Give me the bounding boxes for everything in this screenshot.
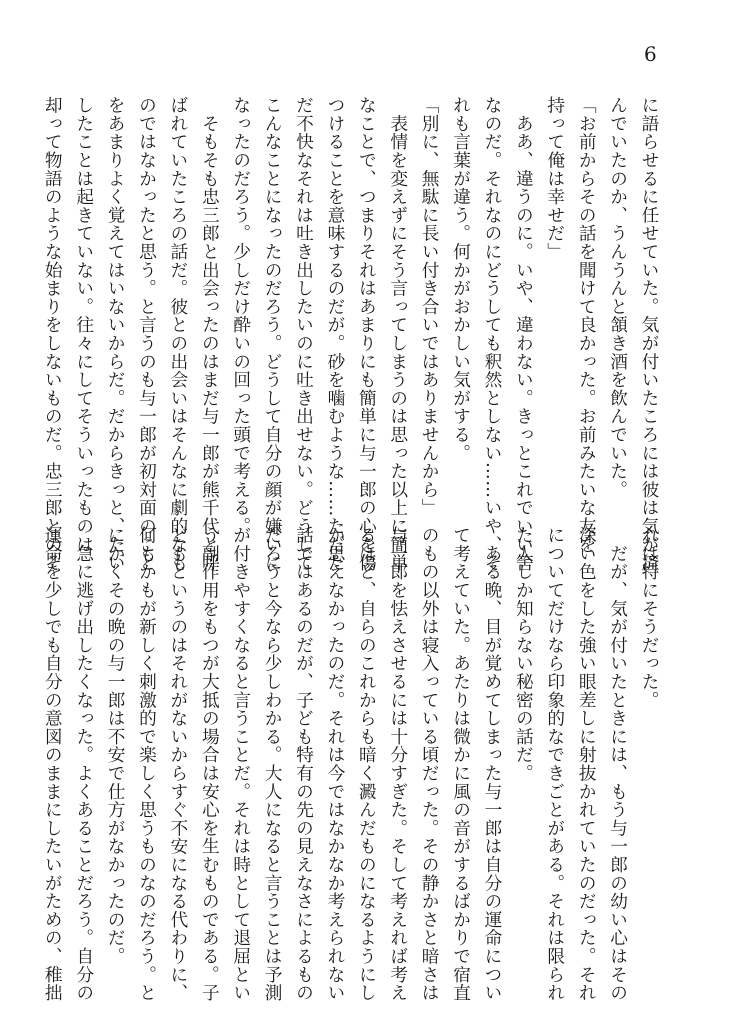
- text-line: 与一郎を怯えさせるには十分すぎた。そして考えれば考え: [387, 526, 408, 1002]
- text-line: れは特にそうだった。: [639, 526, 659, 709]
- text-line: のもの以外は寝入っている頃だった。その静かさと暗さは: [419, 526, 440, 1002]
- text-line: に語らせるに任せていた。気が付いたころには彼は気が済: [639, 96, 659, 572]
- text-line: だ不快なそれは吐き出したいのに吐き出せない。どうして: [293, 96, 314, 572]
- text-line: んでいたのか、うんうんと頷き酒を飲んでいた。: [607, 96, 628, 499]
- text-line: をあまりよく覚えてはいないからだ。だからきっと、たい: [105, 96, 126, 572]
- text-line: 話ではあるのだが、子ども特有の先の見えなさによるもの: [293, 526, 314, 1002]
- text-line: のではなかったと思う。と言うのも与一郎が初対面のこと: [136, 96, 157, 572]
- text-line: ある晩、目が覚めてしまった与一郎は自分の運命につい: [481, 526, 502, 1002]
- text-line: 却って物語のような始まりをしないものだ。忠三郎とのそ: [42, 96, 63, 572]
- text-line: なのだ。それなのにどうしても釈然としない……いや、そ: [481, 96, 502, 572]
- text-line: か思えなかったのだ。それは今ではなかなか考えられない: [324, 526, 345, 1002]
- text-line: こんなことになったのだろう。どうして自分の顔が嫌いに: [262, 96, 283, 572]
- text-line: 運命を少しでも自分の意図のままにしたいがための、稚拙: [42, 526, 63, 1002]
- text-line: た人しか知らない秘密の話だ。: [513, 526, 534, 783]
- text-line: て考えていた。あたりは微かに風の音がするばかりで宿直: [450, 526, 471, 1002]
- text-line: 「別に、無駄に長い付き合いではありませんから」: [419, 96, 440, 517]
- page-number: 6: [644, 42, 657, 66]
- text-line: にかくその晩の与一郎は不安で仕方がなかったのだ。: [105, 526, 126, 966]
- text-line: なったのだろう。少しだけ酔いの回った頭で考える。: [230, 96, 251, 536]
- text-line: だろうと今なら少しわかる。大人になると言うことは予測: [262, 526, 283, 1002]
- text-line: したことは起きていない。往々にしてそういったものは: [73, 96, 94, 554]
- text-line: 何もかもが新しく刺激的で楽しく思うものなのだろう。と: [136, 526, 157, 1002]
- text-line: 深い色をした強い眼差しに射抜かれていたのだった。それ: [576, 526, 597, 1002]
- text-line: だが、気が付いたときには、もう与一郎の幼い心はその: [607, 526, 628, 1002]
- lower-text-block: [42, 526, 664, 1002]
- text-line: が付きやすくなると言うことだ。それは時として退屈とい: [230, 526, 251, 1002]
- text-line: 「お前からその話を聞けて良かった。お前みたいな友を: [576, 96, 597, 554]
- upper-text-block: [42, 96, 664, 572]
- text-line: どもというのはそれがないからすぐ不安になる代わりに、: [167, 526, 188, 1002]
- text-line: 表情を変えずにそう言ってしまうのは思った以上に簡単: [387, 96, 408, 572]
- text-line: そもそも忠三郎と出会ったのはまだ与一郎が熊千代と呼: [199, 96, 220, 572]
- text-line: 急に逃げ出したくなった。よくあることだろう。自分の: [73, 526, 94, 1002]
- text-line: るほど、自らのこれからも暗く澱んだものになるようにし: [356, 526, 377, 1002]
- text-line: う副作用をもつが大抵の場合は安心を生むものである。子: [199, 526, 220, 1002]
- text-line: れも言葉が違う。何かがおかしい気がする。: [450, 96, 471, 462]
- text-line: なことで、つまりそれはあまりにも簡単に与一郎の心を傷: [356, 96, 377, 572]
- text-line: ああ、違うのに。いや、違わない。きっとこれでいい筈: [513, 96, 534, 572]
- text-line: 持って俺は幸せだ」: [544, 96, 565, 261]
- text-line: つけることを意味するのだが。砂を噛むような……ただた: [324, 96, 345, 572]
- text-line: についてだけなら印象的なできごとがある。それは限られ: [544, 526, 565, 1002]
- text-line: ばれていたころの話だ。彼との出会いはそんなに劇的なも: [167, 96, 188, 572]
